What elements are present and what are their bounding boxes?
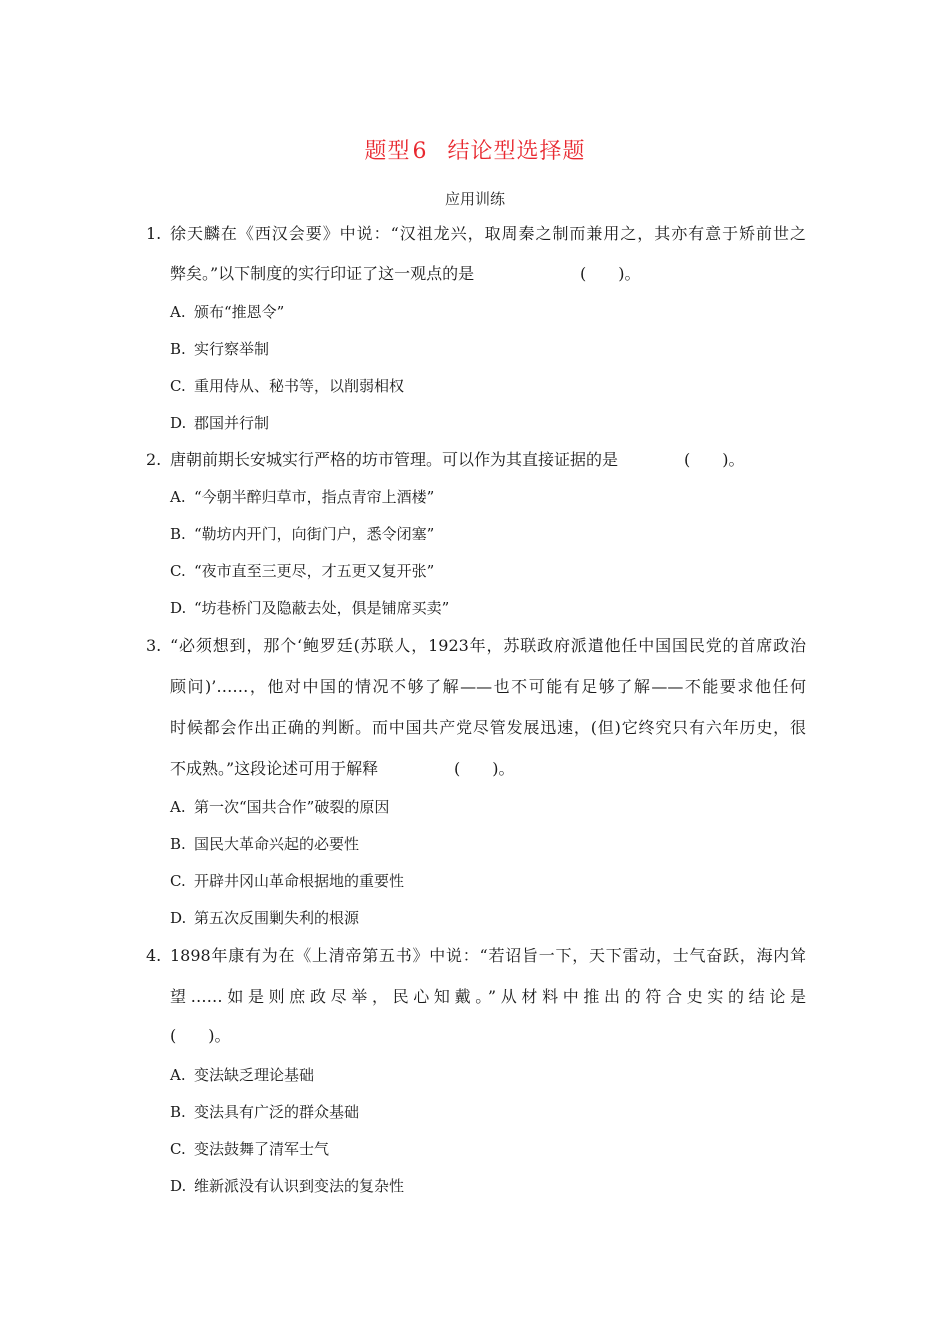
option-key: B.	[170, 1103, 186, 1121]
question-text-line: 不成熟。”这段论述可用于解释	[170, 759, 379, 778]
question-text-line: 时候都会作出正确的判断。而中国共产党尽管发展迅速，(但)它终究只有六年历史，很	[170, 718, 806, 737]
option-a	[170, 300, 284, 324]
question-number: 1.	[146, 224, 162, 243]
option-d	[170, 906, 359, 930]
answer-blank: ( )。	[580, 264, 641, 283]
option-text: “勒坊内开门，向街门户，悉令闭塞”	[194, 525, 435, 543]
option-text: 变法缺乏理论基础	[194, 1066, 315, 1084]
option-text: 颁布“推恩令”	[194, 303, 285, 321]
option-text: 重用侍从、秘书等，以削弱相权	[194, 377, 405, 395]
option-key: A.	[170, 303, 186, 321]
option-a	[170, 485, 434, 509]
option-b	[170, 337, 269, 361]
option-text: 维新派没有认识到变法的复杂性	[194, 1177, 405, 1195]
option-a	[170, 795, 389, 819]
option-c	[170, 869, 404, 893]
question-text-line: 望……如是则庶政尽举，民心知戴。”从材料中推出的符合史实的结论是	[170, 987, 806, 1006]
option-text: 郡国并行制	[194, 414, 270, 432]
option-b	[170, 522, 434, 546]
question-number: 4.	[146, 946, 162, 965]
answer-blank: ( )。	[684, 450, 745, 469]
option-key: B.	[170, 340, 186, 358]
question-number: 2.	[146, 450, 162, 469]
question-text-line: “必须想到，那个‘鲍罗廷(苏联人，1923年，苏联政府派遣他任中国国民党的首席政治	[170, 636, 806, 655]
title-number: 6	[412, 139, 428, 164]
option-text: 第五次反围剿失利的根源	[194, 909, 360, 927]
option-key: B.	[170, 525, 186, 543]
option-a	[170, 1063, 314, 1087]
option-text: 第一次“国共合作”破裂的原因	[194, 798, 390, 816]
option-key: D.	[170, 599, 187, 617]
question-text-line: 1898年康有为在《上清帝第五书》中说：“若诏旨一下，天下雷动，士气奋跃，海内耸	[170, 946, 806, 965]
question-text-line: 顾问)’……，他对中国的情况不够了解——也不可能有足够了解——不能要求他任何	[170, 677, 806, 696]
section-subtitle: 应用训练	[444, 190, 505, 208]
question-text-line: 弊矣。”以下制度的实行印证了这一观点的是	[170, 264, 475, 283]
answer-blank: ( )。	[454, 759, 515, 778]
title-label: 题型	[364, 139, 411, 164]
answer-blank: ( )。	[170, 1026, 231, 1045]
option-text: “今朝半醉归草市，指点青帘上酒楼”	[194, 488, 435, 506]
option-b	[170, 1100, 359, 1124]
question-number: 3.	[146, 636, 162, 655]
option-key: A.	[170, 488, 186, 506]
option-key: A.	[170, 1066, 186, 1084]
option-d	[170, 411, 269, 435]
option-key: C.	[170, 377, 186, 395]
option-key: C.	[170, 872, 186, 890]
option-d	[170, 596, 449, 620]
option-text: 开辟井冈山革命根据地的重要性	[194, 872, 405, 890]
option-c	[170, 1137, 329, 1161]
option-key: D.	[170, 414, 187, 432]
question-text-line: 徐天麟在《西汉会要》中说：“汉祖龙兴，取周秦之制而兼用之，其亦有意于矫前世之	[170, 224, 806, 243]
option-key: B.	[170, 835, 186, 853]
option-key: C.	[170, 1140, 186, 1158]
option-text: “坊巷桥门及隐蔽去处，俱是铺席买卖”	[194, 599, 450, 617]
question-text-line: 唐朝前期长安城实行严格的坊市管理。可以作为其直接证据的是	[170, 450, 619, 469]
option-text: 变法鼓舞了清军士气	[194, 1140, 330, 1158]
page-title	[0, 134, 950, 165]
title-text: 结论型选择题	[447, 139, 586, 164]
option-key: D.	[170, 909, 187, 927]
option-c	[170, 559, 434, 583]
option-text: 变法具有广泛的群众基础	[194, 1103, 360, 1121]
option-text: “夜市直至三更尽，才五更又复开张”	[194, 562, 435, 580]
option-key: D.	[170, 1177, 187, 1195]
option-text: 国民大革命兴起的必要性	[194, 835, 360, 853]
option-text: 实行察举制	[194, 340, 270, 358]
option-c	[170, 374, 404, 398]
option-d	[170, 1174, 404, 1198]
option-key: C.	[170, 562, 186, 580]
option-b	[170, 832, 359, 856]
option-key: A.	[170, 798, 186, 816]
